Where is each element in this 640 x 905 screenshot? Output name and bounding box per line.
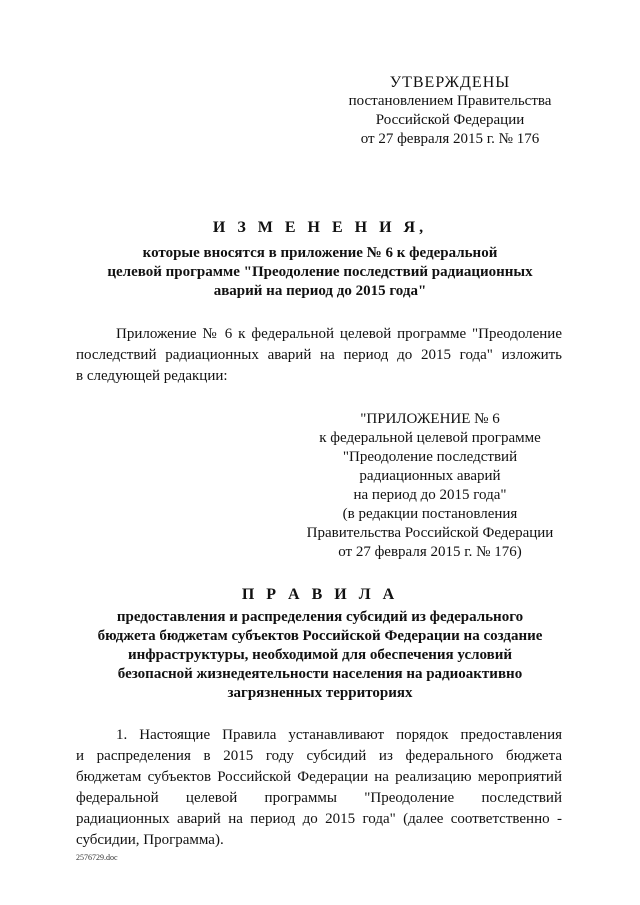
rules-title: П Р А В И Л А [241, 586, 399, 603]
rules-heading [70, 585, 570, 604]
appendix-line: радиационных аварий [359, 468, 501, 484]
document-id: 2576729.doc [76, 853, 118, 862]
paragraph-line: радиационных аварий на период до 2015 года" (далее соответственно - [76, 811, 562, 827]
approval-line: постановлением Правительства [348, 93, 552, 109]
changes-subtitle-line: целевой программе "Преодоление последствий радиационных [107, 264, 533, 280]
intro-line: последствий радиационных аварий на период до 2015 года" изложить [76, 347, 562, 363]
rules-subtitle-line: безопасной жизнедеятельности населения на радиоактивно [117, 666, 523, 682]
approval-title: УТВЕРЖДЕНЫ [389, 74, 511, 91]
changes-title: И З М Е Н Е Н И Я, [212, 219, 428, 236]
rules-subtitle-line: предоставления и распределения субсидий из федерального [116, 609, 524, 625]
appendix-line: "Преодоление последствий [342, 449, 518, 465]
paragraph-line: федеральной целевой программы "Преодоление последствий [76, 790, 562, 806]
appendix-line: к федеральной целевой программе [319, 430, 541, 446]
appendix-title: "ПРИЛОЖЕНИЕ № 6 [360, 411, 500, 427]
rules-subtitle-line: загрязненных территориях [227, 685, 413, 701]
appendix-line: на период до 2015 года" [353, 487, 507, 503]
rules-subtitle-line: инфраструктуры, необходимой для обеспечения условий [127, 647, 513, 663]
appendix-line: Правительства Российской Федерации [306, 525, 554, 541]
changes-subtitle-line: аварий на период до 2015 года" [213, 283, 427, 299]
intro-line: Приложение № 6 к федеральной целевой программе "Преодоление [116, 326, 562, 342]
intro-line: в следующей редакции: [76, 368, 228, 384]
approval-line: Российской Федерации [375, 112, 525, 128]
paragraph-line: субсидии, Программа). [76, 832, 224, 848]
appendix-block [300, 410, 560, 562]
paragraph-line: 1. Настоящие Правила устанавливают порядок предоставления [116, 727, 562, 743]
appendix-line: (в редакции постановления [342, 506, 518, 522]
changes-heading [70, 218, 570, 237]
paragraph-line: бюджетам субъектов Российской Федерации на реализацию мероприятий [76, 769, 562, 785]
rules-subtitle-line: бюджета бюджетам субъектов Российской Федерации на создание [97, 628, 543, 644]
rules-subtitle [70, 608, 570, 703]
changes-subtitle [70, 244, 570, 301]
approval-date: от 27 февраля 2015 г. № 176 [360, 131, 540, 147]
paragraph-line: и распределения в 2015 году субсидий из федерального бюджета [76, 748, 562, 764]
changes-subtitle-line: которые вносятся в приложение № 6 к федеральной [142, 245, 498, 261]
appendix-line: от 27 февраля 2015 г. № 176) [338, 544, 522, 560]
approval-block [330, 73, 570, 149]
